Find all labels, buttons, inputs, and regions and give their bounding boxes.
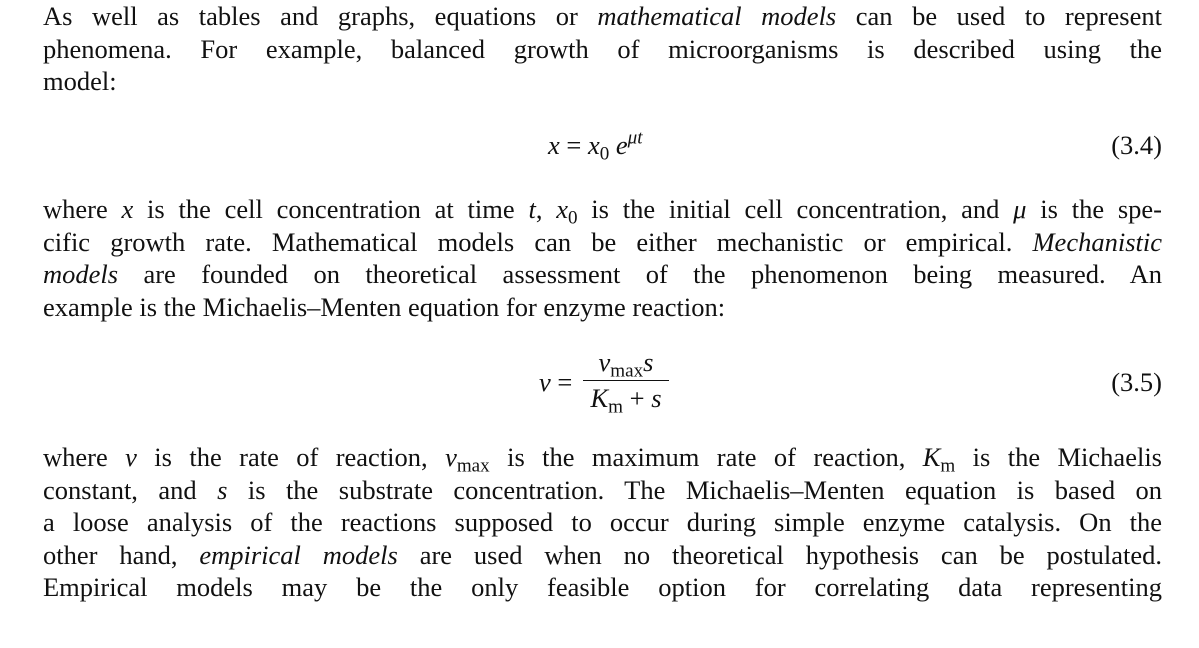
inline-subscript: m — [940, 455, 956, 477]
equation-lhs — [539, 367, 572, 398]
text-line — [43, 539, 1162, 572]
text-span: is the rate of reaction, — [136, 442, 446, 472]
eq-var-v: v — [539, 367, 551, 397]
text-span: are founded on theoretical assessment of the phenomenon being measured. An — [118, 259, 1162, 289]
text-span: As well as tables and graphs, equations or — [43, 1, 598, 31]
text-span: is the initial cell concentration, and — [577, 194, 1014, 224]
text-span: can be used to represent — [836, 1, 1162, 31]
text-line — [43, 474, 1162, 507]
emphasis-mechanistic: Mechanistic — [1032, 226, 1162, 257]
emphasis-mathematical-models: mathematical models — [597, 1, 837, 31]
eq-var-x: x — [548, 130, 560, 160]
text-span: is the substrate concentration. The Michaelis–Menten equation is based on — [227, 474, 1163, 505]
eq-equals: = — [559, 130, 588, 160]
eq-plus: + — [623, 383, 652, 413]
equation-number: (3.4) — [1111, 130, 1162, 160]
text-line: model: — [43, 66, 117, 96]
text-line: Empirical models may be the only feasible option for correlating data representing — [43, 572, 1162, 602]
fraction-numerator — [583, 345, 669, 382]
text-span: , — [535, 194, 557, 224]
text-span: cific growth rate. Mathematical models can be either mechanistic or empirical. — [43, 226, 1033, 257]
text-line — [43, 0, 1162, 33]
inline-var-t: t — [528, 194, 536, 224]
paragraph-michaelis — [43, 441, 1162, 604]
inline-var-mu: μ — [1013, 194, 1027, 224]
text-span: is the cell concentration at time — [133, 194, 529, 224]
eq-var-x0: x — [587, 130, 600, 160]
eq-var-s: s — [643, 347, 654, 377]
equation-3-5 — [43, 345, 1162, 425]
equation-3-4 — [43, 127, 1162, 166]
text-line — [43, 441, 1162, 477]
inline-var-vmax: v — [445, 442, 457, 472]
paragraph-intro — [43, 0, 1162, 98]
eq-var-km: K — [590, 383, 609, 413]
eq-exponent: μt — [627, 127, 643, 149]
eq-subscript: max — [610, 360, 644, 382]
text-span: where — [43, 194, 122, 224]
text-span: are used when no theoretical hypothesis can be postulated. — [397, 539, 1163, 570]
text-span: is the Michaelis — [955, 442, 1162, 472]
text-span: where — [43, 442, 126, 472]
inline-subscript: max — [456, 455, 490, 477]
eq-var-vmax: v — [598, 347, 611, 377]
eq-subscript: m — [608, 396, 623, 418]
text-line: phenomena. For example, balanced growth of microorganisms is described using the — [43, 33, 1162, 64]
emphasis-models: models — [43, 259, 119, 289]
equation-number: (3.5) — [1111, 367, 1162, 397]
text-span: constant, and — [43, 474, 218, 505]
text-span: is the spe- — [1026, 194, 1163, 224]
text-span: is the maximum rate of reaction, — [489, 442, 923, 472]
inline-subscript: 0 — [567, 207, 578, 229]
inline-var-s: s — [217, 474, 228, 505]
text-line — [43, 226, 1162, 259]
equation-body — [548, 127, 643, 165]
inline-var-km: K — [922, 442, 941, 472]
text-span: other hand, — [43, 539, 200, 570]
eq-exp-base: e — [609, 130, 628, 160]
emphasis-empirical-models: empirical models — [199, 539, 398, 570]
eq-var-s: s — [651, 383, 662, 413]
inline-var-v: v — [125, 442, 137, 472]
text-line — [43, 193, 1163, 229]
equation-fraction — [583, 345, 669, 418]
paragraph-models — [43, 193, 1162, 323]
text-line — [43, 258, 1162, 291]
eq-subscript: 0 — [599, 143, 610, 165]
text-line: example is the Michaelis–Menten equation for enzyme reaction: — [43, 291, 726, 322]
inline-var-x0: x — [556, 194, 568, 224]
text-line: a loose analysis of the reactions supposed to occur during simple enzyme catalysis. On the — [43, 507, 1162, 537]
eq-equals: = — [550, 367, 573, 397]
inline-var-x: x — [121, 194, 134, 224]
fraction-denominator — [583, 381, 669, 418]
